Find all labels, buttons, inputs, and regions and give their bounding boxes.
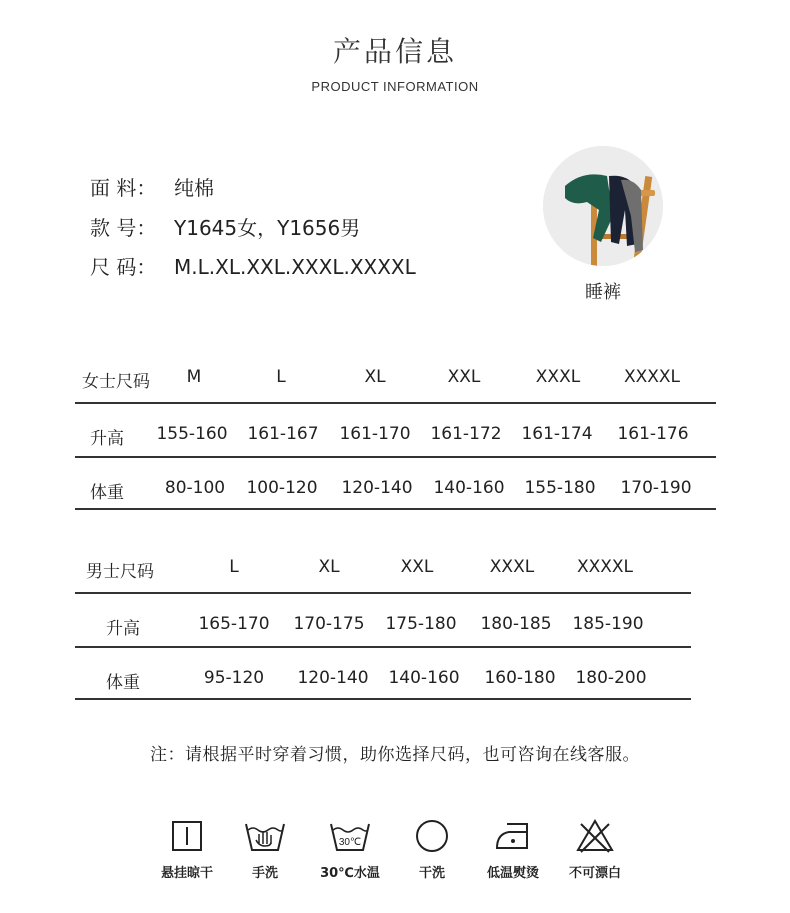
table-cell: 161-170 <box>339 424 411 444</box>
table-cell: 170-175 <box>293 614 365 634</box>
table-divider <box>75 592 691 594</box>
care-label: 30℃水温 <box>320 866 380 881</box>
table-cell: 170-190 <box>620 478 692 498</box>
pants-on-chair-illustration <box>543 146 663 266</box>
table-cell: 180-185 <box>480 614 552 634</box>
table-cell: 160-180 <box>484 668 556 688</box>
table-row-label: 体重 <box>106 673 140 693</box>
table-cell: 165-170 <box>198 614 270 634</box>
info-fabric-value: 纯棉 <box>174 176 214 200</box>
table-cell: 95-120 <box>203 668 265 688</box>
table-divider <box>75 456 716 458</box>
table-cell: 185-190 <box>572 614 644 634</box>
table-cell: 80-100 <box>164 478 226 498</box>
table-divider <box>75 646 691 648</box>
care-item-hang-dry <box>142 818 232 881</box>
tumble-dry-icon <box>414 818 450 854</box>
low-iron-icon <box>493 818 533 854</box>
product-photo <box>543 146 663 266</box>
care-item-no-bleach <box>550 818 640 881</box>
table-cell: 161-174 <box>521 424 593 444</box>
table-header-cell: XL <box>364 367 386 387</box>
table-cell: 140-160 <box>433 478 505 498</box>
info-sizes-value: M.L.XL.XXL.XXXL.XXXXL <box>174 255 416 279</box>
care-label: 不可漂白 <box>568 866 621 881</box>
table-header-cell: M <box>186 367 202 387</box>
care-label: 手洗 <box>251 866 278 881</box>
care-item-dry-clean <box>387 818 477 881</box>
info-style-value: Y1645女，Y1656男 <box>174 216 361 240</box>
table-header-cell: XXL <box>447 367 481 387</box>
table-cell: 155-180 <box>524 478 596 498</box>
info-fabric-key: 面 料： <box>90 176 157 200</box>
page-title: 产品信息 <box>332 35 457 68</box>
table-row-label: 升高 <box>90 429 124 449</box>
table-divider <box>75 508 716 510</box>
table-cell: 161-172 <box>430 424 502 444</box>
no-bleach-icon <box>575 818 615 854</box>
table-divider <box>75 402 716 404</box>
table-header-cell: XXXXL <box>576 557 634 577</box>
table-cell: 161-167 <box>247 424 319 444</box>
table-divider <box>75 698 691 700</box>
table-header-cell: XXXXL <box>623 367 681 387</box>
table-header-label: 男士尺码 <box>86 562 154 582</box>
hand-wash-icon <box>243 818 287 854</box>
product-name: 睡裤 <box>585 282 621 303</box>
care-item-wash-30 <box>305 818 395 881</box>
care-item-low-iron <box>468 818 558 881</box>
care-label: 干洗 <box>418 866 445 881</box>
table-cell: 155-160 <box>156 424 228 444</box>
table-cell: 161-176 <box>617 424 689 444</box>
table-header-cell: L <box>276 367 286 387</box>
table-row-label: 体重 <box>90 483 124 503</box>
info-style-key: 款 号： <box>90 216 157 240</box>
care-label: 悬挂晾干 <box>160 866 213 881</box>
table-row-label: 升高 <box>106 619 140 639</box>
table-header-cell: XXXL <box>489 557 535 577</box>
care-item-hand-wash <box>220 818 310 881</box>
table-cell: 140-160 <box>388 668 460 688</box>
wash-temp-symbol: 30℃ <box>338 837 362 848</box>
table-cell: 180-200 <box>575 668 647 688</box>
care-label: 低温熨烫 <box>486 866 539 881</box>
table-cell: 120-140 <box>297 668 369 688</box>
table-cell: 100-120 <box>246 478 318 498</box>
table-header-cell: XXL <box>400 557 434 577</box>
wash-30-icon <box>328 818 372 854</box>
page-subtitle: PRODUCT INFORMATION <box>311 79 479 94</box>
hang-dry-icon <box>169 818 205 854</box>
info-sizes-key: 尺 码： <box>90 255 157 279</box>
info-style-number <box>90 212 360 241</box>
table-cell: 120-140 <box>341 478 413 498</box>
info-sizes <box>90 251 416 280</box>
info-fabric <box>90 172 214 201</box>
table-header-cell: XL <box>318 557 340 577</box>
table-header-label: 女士尺码 <box>82 372 150 392</box>
table-cell: 175-180 <box>385 614 457 634</box>
size-advice-note: 注：请根据平时穿着习惯，助你选择尺码，也可咨询在线客服。 <box>150 745 640 765</box>
table-header-cell: XXXL <box>535 367 581 387</box>
table-header-cell: L <box>229 557 239 577</box>
